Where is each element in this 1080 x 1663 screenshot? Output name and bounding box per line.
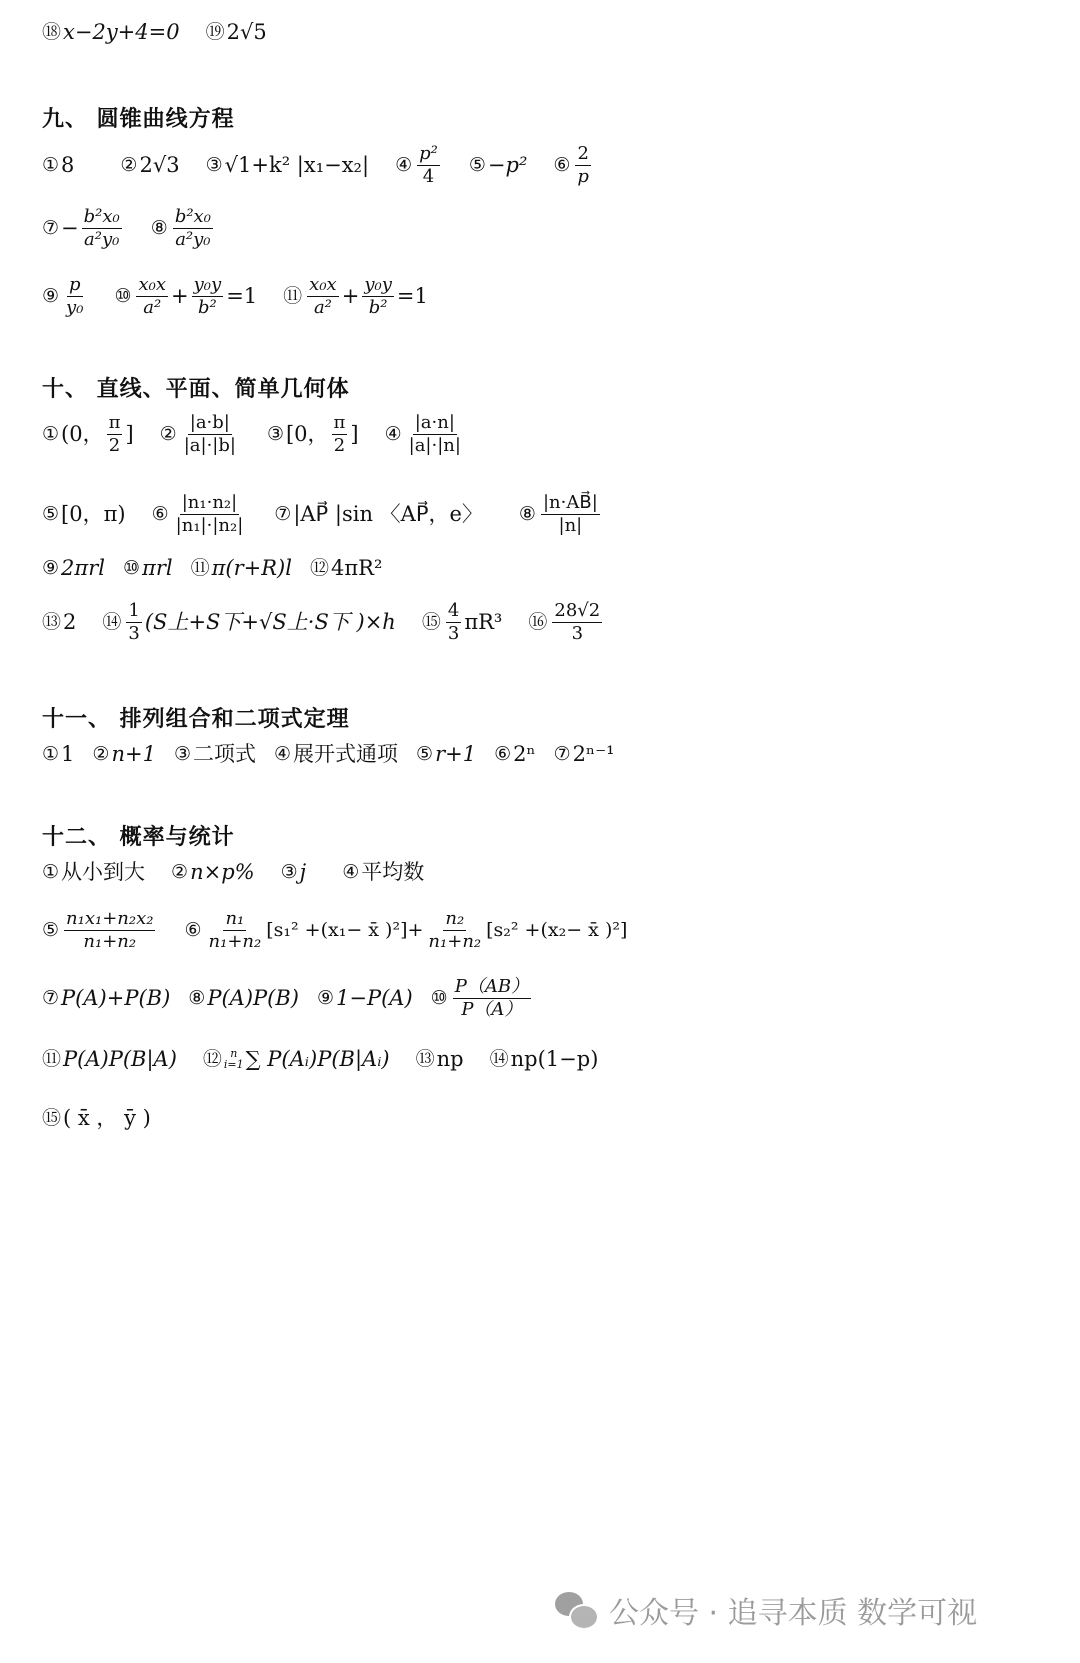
answer-item: ④ 展开式通项 [274, 742, 399, 766]
answer-item: ⑨ 2πrl [42, 556, 105, 580]
answer-row [42, 276, 454, 317]
answer-row [42, 602, 631, 643]
fraction: $\frac{p}{\text{y₀}}$ [66, 274, 84, 318]
wechat-icon [555, 1592, 597, 1628]
answer-row [42, 862, 450, 883]
answer-item: ⑫ 4πR² [309, 556, 383, 580]
answer-item: ⑥ 2ⁿ [494, 742, 536, 766]
fraction: $\frac{\text{p²}}{4}$ [419, 143, 438, 187]
answer-row [42, 1108, 177, 1129]
fraction: $\frac{|n\cdot AB⃗|}{|n|}$ [542, 492, 598, 536]
answer-item: ① (0， $\frac{\pi}{2}$ ] [42, 412, 134, 456]
fraction: $\frac{\text{n₁}}{\text{n₁+n₂}}$ [208, 908, 262, 952]
answer-item: ⑧ P(A)P(B) [188, 986, 299, 1010]
watermark-text: 公众号 · 追寻本质 数学可视 [609, 1596, 978, 1631]
answer-item: ⑩ $\frac{P(AB)}{P(A)}$ [430, 976, 530, 1020]
answer-item: ⑲ 2√5 [205, 20, 267, 44]
answer-item: ① 从小到大 [42, 860, 146, 884]
answer-item: ③ j [280, 860, 307, 884]
answer-item: ⑪ π(r+R)l [190, 556, 292, 580]
answer-row [42, 558, 408, 579]
answer-item: ⑨ $\frac{p}{\text{y₀}}$ [42, 274, 84, 318]
answer-item: ⑩ $\frac{\text{x₀x}}{\text{a²}}$ + $\frac{\text{y₀y}}{\text{b²}}$ =1 [114, 274, 258, 318]
fraction: $\frac{\text{n₂}}{\text{n₁+n₂}}$ [428, 908, 482, 952]
fraction: $\frac{|a\cdot n|}{|a|\cdot|n|}$ [408, 412, 461, 456]
section-title: 十、 直线、平面、简单几何体 [42, 377, 350, 402]
answer-row [42, 145, 620, 186]
fraction: $\frac{\text{n₁x₁+n₂x₂}}{\text{n₁+n₂}}$ [66, 908, 154, 952]
answer-item: ③ 二项式 [173, 742, 256, 766]
answer-item: ⑦ 2ⁿ⁻¹ [553, 742, 615, 766]
answer-row [42, 208, 242, 249]
answer-item: ② 2√3 [120, 153, 180, 177]
answer-row [42, 494, 629, 535]
answer-item: ⑦ − $\frac{\text{b²x₀}}{\text{a²y₀}}$ [42, 206, 120, 250]
answer-item: ④ $\frac{|a\cdot n|}{|a|\cdot|n|}$ [384, 412, 461, 456]
answer-item: ⑬ np [415, 1046, 464, 1071]
answer-row [42, 744, 641, 765]
answer-item: ⑨ 1−P(A) [316, 986, 413, 1010]
answer-item: ⑤ $\frac{\text{n₁x₁+n₂x₂}}{\text{n₁+n₂}}$ [42, 908, 154, 952]
answer-item: ⑬ 2 [42, 610, 77, 634]
answer-row [42, 910, 653, 951]
answer-item: ⑭ $\frac{1}{3}$ (S上+S下+√S上·S下 )×h [102, 600, 396, 644]
answer-row-top [42, 22, 293, 43]
answer-item: ② n×p% [171, 860, 255, 884]
answer-item: ③ √1+k² |x₁−x₂| [205, 153, 370, 177]
fraction: $\frac{\pi}{2}$ [333, 412, 346, 456]
answer-item: ① 1 [42, 742, 75, 766]
fraction: $\frac{\text{b²x₀}}{\text{a²y₀}}$ [83, 206, 120, 250]
answer-item: ⑭ np(1−p) [489, 1046, 599, 1071]
answer-item: ⑤ −p² [468, 153, 528, 177]
answer-row [42, 414, 492, 455]
answer-item: ⑥ $\frac{\text{n₁}}{\text{n₁+n₂}}$ [s₁² +(x₁− x̄ )²]+ $\frac{\text{n₂}}{\text{n₁+n₂}}$ [s₂² +(x₂− x̄ )²] [184, 908, 628, 952]
sum-limits: n i=1 [223, 1047, 244, 1071]
fraction: $\frac{|a\cdot b|}{|a|\cdot|b|}$ [183, 412, 236, 456]
answer-item: ⑤ r+1 [416, 742, 477, 766]
answer-item: ⑯ $\frac{28√2}{3}$ [528, 600, 601, 644]
fraction: $\frac{2}{p}$ [577, 143, 589, 187]
answer-item: ⑫ n i=1 ∑ P(Aᵢ)P(B|Aᵢ) [202, 1046, 390, 1071]
answer-item: ⑱ x−2y+4=0 [42, 20, 180, 44]
answer-item: ⑪ P(A)P(B|A) [42, 1046, 177, 1071]
fraction: $\frac{\text{y₀y}}{\text{b²}}$ [364, 274, 392, 318]
answer-item: ④ 平均数 [342, 860, 425, 884]
section-title: 九、 圆锥曲线方程 [42, 107, 235, 132]
fraction: $\frac{P(AB)}{P(A)}$ [454, 976, 530, 1020]
answer-row [42, 1048, 624, 1070]
answer-item: ⑥ $\frac{2}{p}$ [553, 143, 589, 187]
watermark [555, 1588, 977, 1632]
fraction: $\frac{1}{3}$ [128, 600, 140, 644]
fraction: $\frac{\text{|n₁·n₂|}}{\text{|n₁|·|n₂|}}$ [175, 492, 244, 536]
answer-item: ⑮ ( x̄ ， ȳ ) [42, 1106, 151, 1130]
answer-item: ⑤ [0，π) [42, 502, 126, 526]
answer-item: ⑦ |AP⃗ |sin 〈AP⃗，e〉 [274, 502, 483, 526]
answer-item: ⑪ $\frac{\text{x₀x}}{\text{a²}}$ + $\frac{\text{y₀y}}{\text{b²}}$ =1 [283, 274, 428, 318]
answer-item: ② n+1 [92, 742, 156, 766]
answer-item: ① 8 [42, 153, 75, 177]
fraction: $\frac{\text{y₀y}}{\text{b²}}$ [193, 274, 222, 318]
answer-item: ⑦ P(A)+P(B) [42, 986, 171, 1010]
section-title: 十一、 排列组合和二项式定理 [42, 707, 350, 732]
fraction: $\frac{\text{b²x₀}}{\text{a²y₀}}$ [174, 206, 211, 250]
answer-item: ⑧ $\frac{|n\cdot AB⃗|}{|n|}$ [518, 492, 598, 536]
fraction: $\frac{4}{3}$ [447, 600, 460, 644]
fraction: $\frac{\text{x₀x}}{\text{a²}}$ [309, 274, 337, 318]
fraction: $\frac{28√2}{3}$ [554, 600, 601, 644]
answer-item: ⑧ $\frac{\text{b²x₀}}{\text{a²y₀}}$ [150, 206, 211, 250]
answer-item: ② $\frac{|a\cdot b|}{|a|\cdot|b|}$ [159, 412, 236, 456]
answer-item: ④ $\frac{\text{p²}}{4}$ [395, 143, 438, 187]
answer-item: ③ [0， $\frac{\pi}{2}$ ] [266, 412, 359, 456]
answer-item: ⑩ πrl [122, 556, 173, 580]
section-title: 十二、 概率与统计 [42, 825, 235, 850]
answer-row [42, 978, 560, 1019]
answer-item: ⑥ $\frac{\text{|n₁·n₂|}}{\text{|n₁|·|n₂|}}$ [151, 492, 244, 536]
fraction: $\frac{\pi}{2}$ [108, 412, 121, 456]
fraction: $\frac{\text{x₀x}}{\text{a²}}$ [138, 274, 167, 318]
answer-item: ⑮ $\frac{4}{3}$ πR³ [421, 600, 503, 644]
